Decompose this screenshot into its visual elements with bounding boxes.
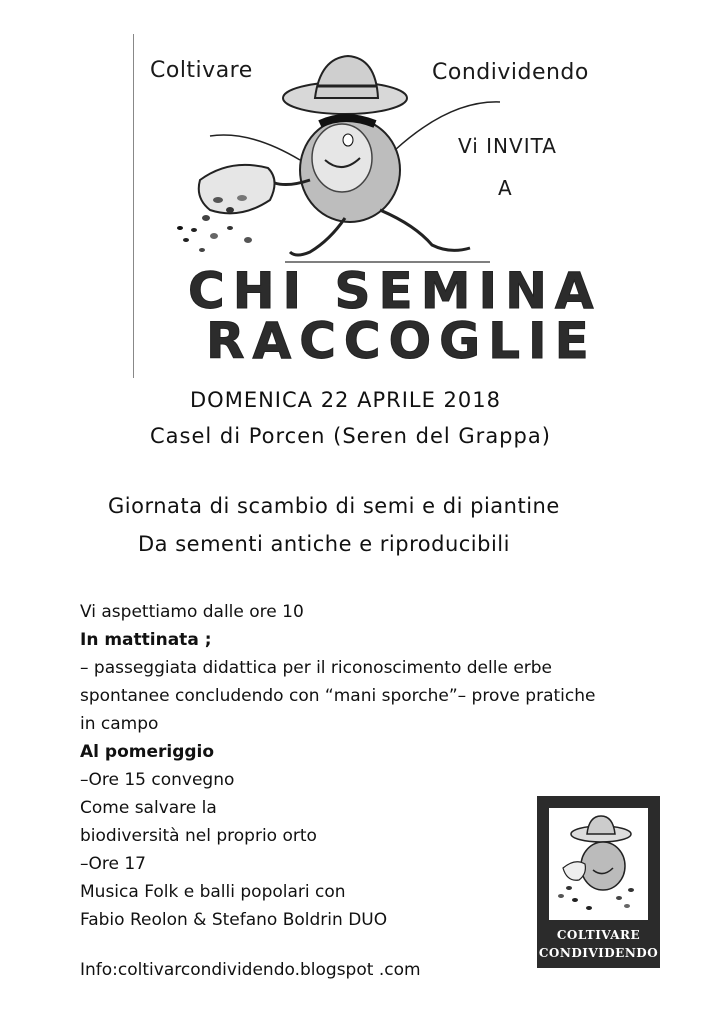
logo-seed-icon <box>549 808 648 920</box>
invite-a-text: A <box>498 176 513 200</box>
header-right-word: Condividendo <box>432 60 589 85</box>
program-item-2-line-3: Fabio Reolon & Stefano Boldrin DUO <box>80 910 388 930</box>
title-line-2: RACCOGLIE <box>206 312 597 370</box>
decorative-rule <box>133 34 134 378</box>
morning-heading: In mattinata ; <box>80 630 212 650</box>
event-date: DOMENICA 22 APRILE 2018 <box>190 388 501 412</box>
program-item-1-line-2: Come salvare la <box>80 798 217 818</box>
morning-line-2: spontanee concludendo con “mani sporche”– prove pratiche <box>80 686 596 706</box>
morning-line-1: – passeggiata didattica per il riconoscimento delle erbe <box>80 658 553 678</box>
afternoon-heading: Al pomeriggio <box>80 742 215 762</box>
logo-text-line-2: CONDIVIDENDO <box>538 946 659 960</box>
event-place: Casel di Porcen (Seren del Grappa) <box>150 424 551 448</box>
description-line-1: Giornata di scambio di semi e di piantine <box>108 494 560 518</box>
morning-line-3: in campo <box>80 714 159 734</box>
description-line-2: Da sementi antiche e riproducibili <box>138 532 510 556</box>
program-item-2-line-2: Musica Folk e balli popolari con <box>80 882 346 902</box>
header-left-word: Coltivare <box>150 58 253 83</box>
logo-illustration <box>549 808 648 920</box>
seed-character-illustration <box>170 40 510 270</box>
coltivare-logo <box>537 796 660 968</box>
contact-info: Info:coltivarcondividendo.blogspot .com <box>80 960 421 980</box>
invite-text: Vi INVITA <box>458 134 557 158</box>
program-item-1-line-3: biodiversità nel proprio orto <box>80 826 317 846</box>
program-item-1: –Ore 15 convegno <box>80 770 235 790</box>
program-item-2: –Ore 17 <box>80 854 146 874</box>
logo-text-line-1: COLTIVARE <box>556 928 641 942</box>
program-start: Vi aspettiamo dalle ore 10 <box>80 602 304 622</box>
title-line-1: CHI SEMINA <box>188 262 602 320</box>
